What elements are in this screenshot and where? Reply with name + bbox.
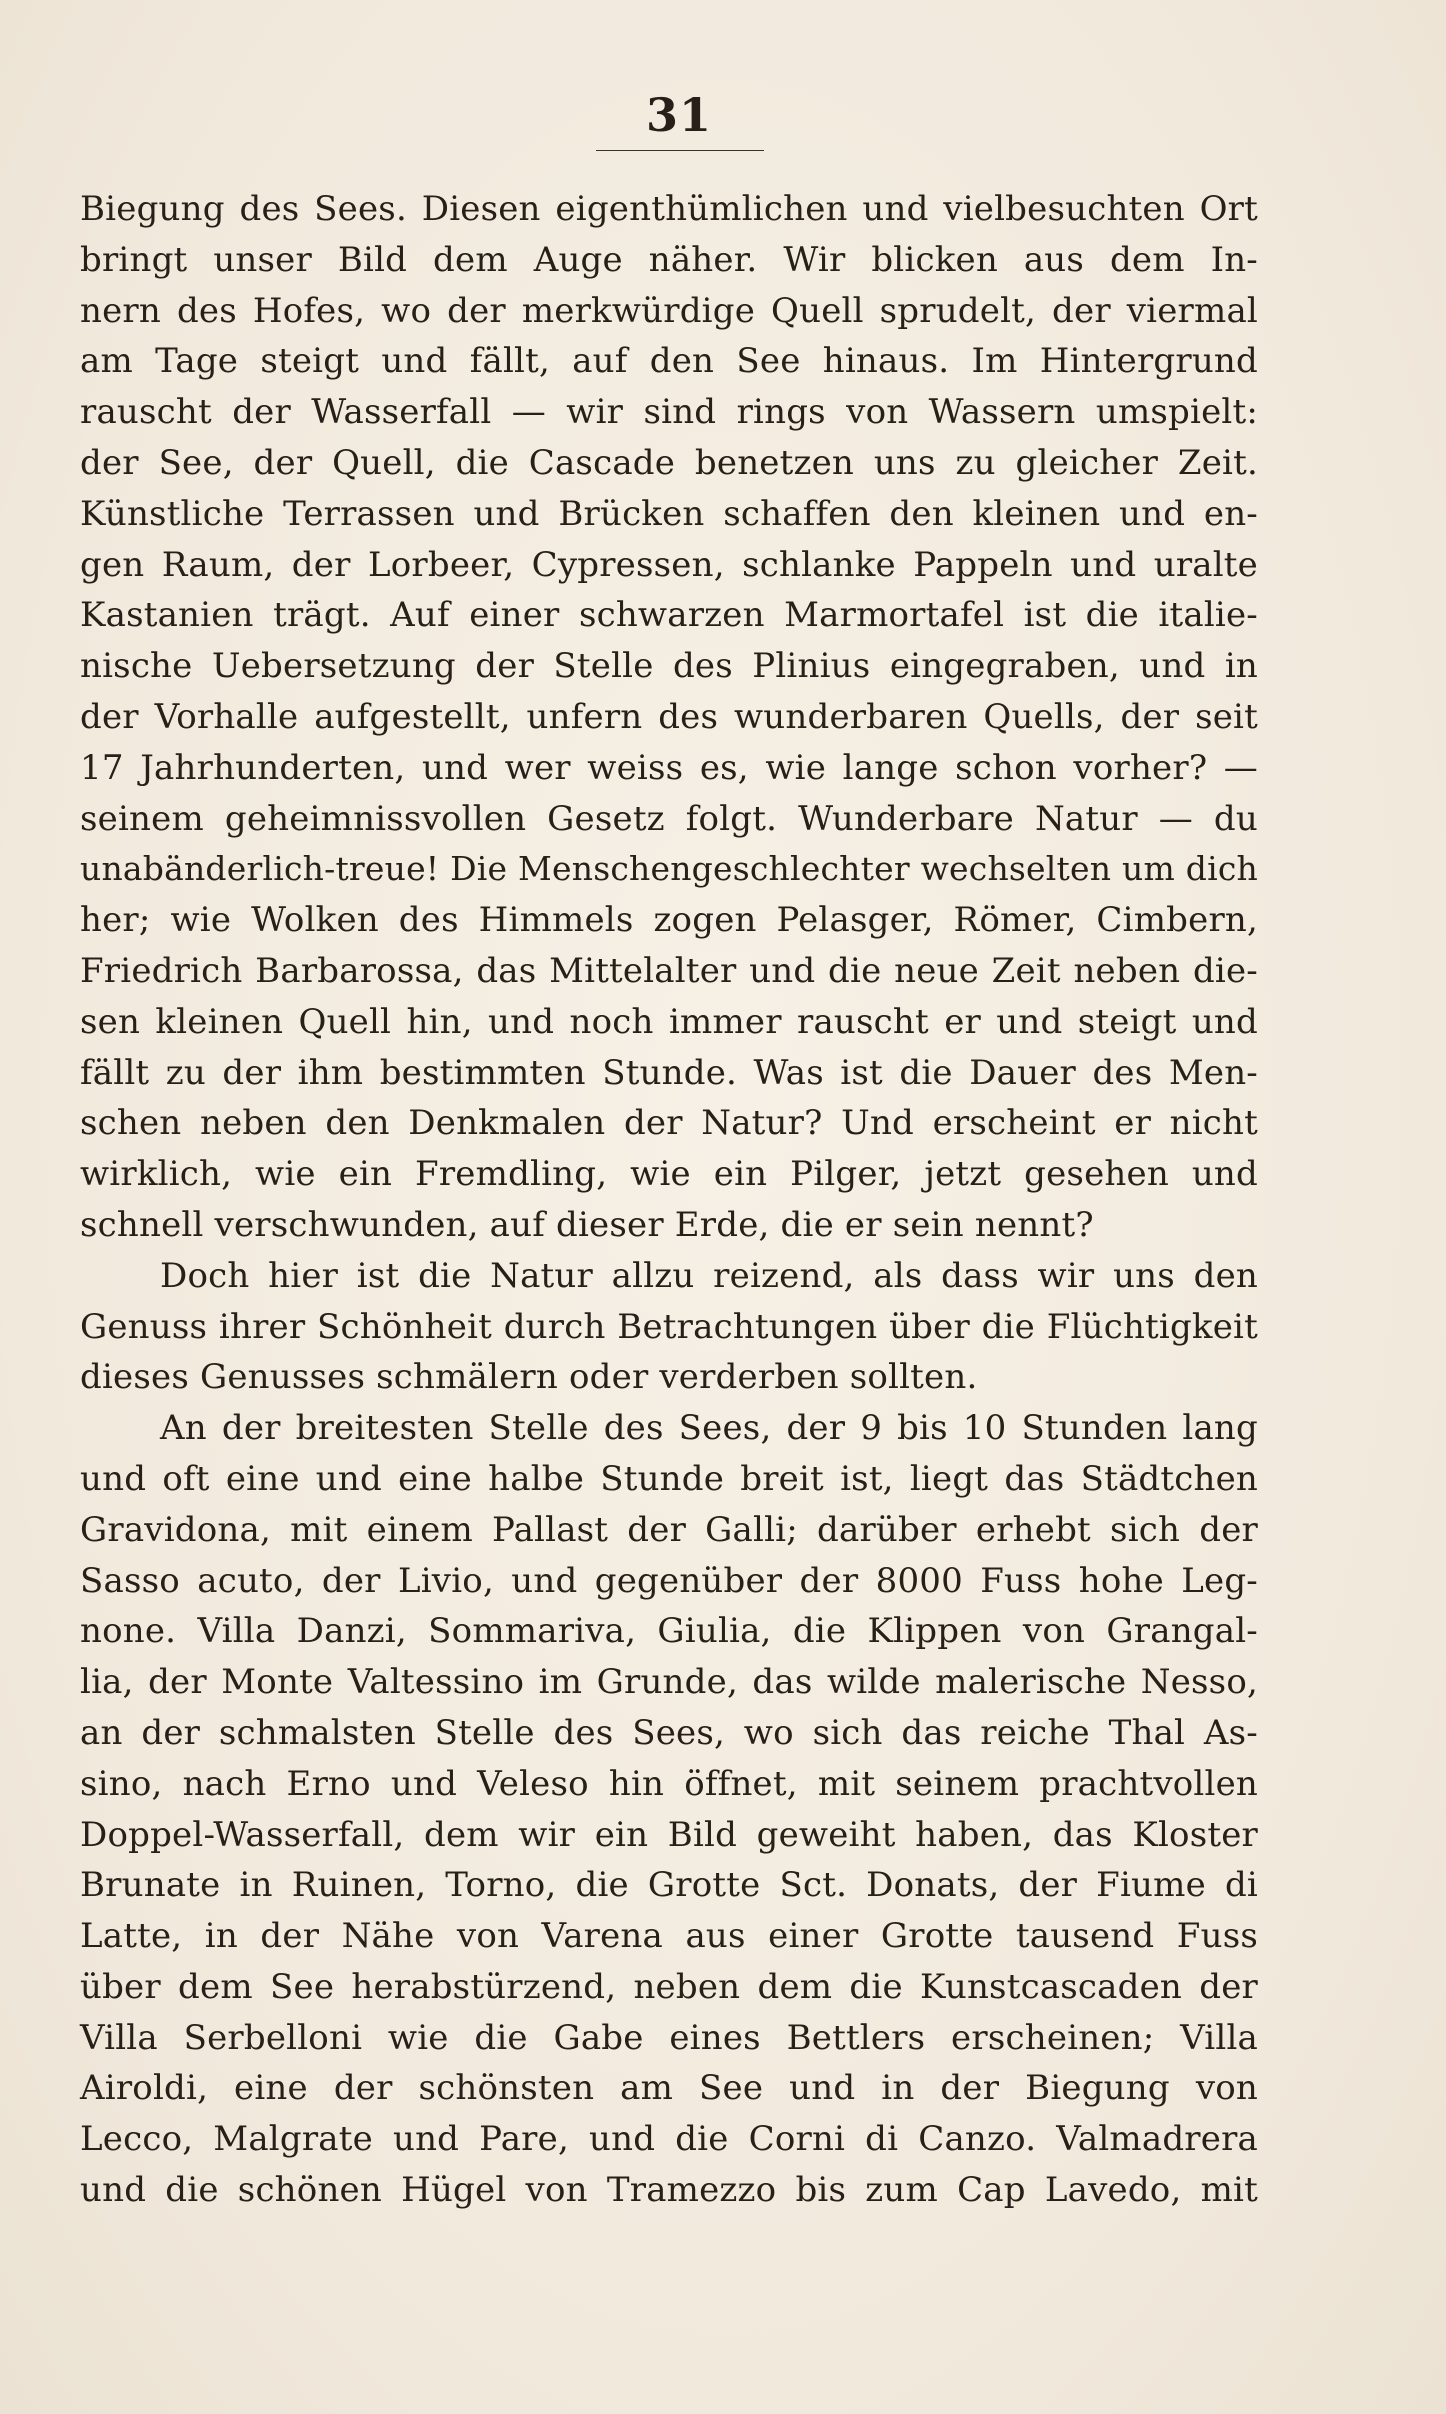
text-line: nische Uebersetzung der Stelle des Plinius eingegraben, und in: [80, 646, 1258, 687]
header-rule: [596, 150, 764, 151]
text-line: 17 Jahrhunderten, und wer weiss es, wie lange schon vorher? —: [80, 747, 1258, 788]
text-line: über dem See herabstürzend, neben dem die Kunstcascaden der: [80, 1966, 1258, 2007]
text-line: Lecco, Malgrate und Pare, und die Corni di Canzo. Valmadrera: [80, 2119, 1258, 2160]
text-line: an der schmalsten Stelle des Sees, wo sich das reiche Thal As-: [80, 1712, 1258, 1753]
text-line: rauscht der Wasserfall — wir sind rings von Wassern umspielt:: [80, 392, 1258, 433]
text-line: Sasso acuto, der Livio, und gegenüber der 8000 Fuss hohe Leg-: [80, 1560, 1258, 1601]
text-line: Genuss ihrer Schönheit durch Betrachtungen über die Flüchtigkeit: [80, 1306, 1258, 1347]
text-line: Doch hier ist die Natur allzu reizend, als dass wir uns den: [160, 1255, 1258, 1296]
text-line: nern des Hofes, wo der merkwürdige Quell sprudelt, der viermal: [80, 290, 1258, 331]
text-line: Airoldi, eine der schönsten am See und in der Biegung von: [80, 2068, 1258, 2109]
text-line: der See, der Quell, die Cascade benetzen uns zu gleicher Zeit.: [80, 442, 1258, 483]
text-line: dieses Genusses schmälern oder verderben sollten.: [80, 1357, 978, 1398]
text-line: fällt zu der ihm bestimmten Stunde. Was ist die Dauer des Men-: [80, 1052, 1258, 1093]
text-line: her; wie Wolken des Himmels zogen Pelasger, Römer, Cimbern,: [80, 900, 1258, 941]
text-line: Künstliche Terrassen und Brücken schaffen den kleinen und en-: [80, 493, 1258, 534]
text-line: Villa Serbelloni wie die Gabe eines Bettlers erscheinen; Villa: [80, 2017, 1258, 2058]
text-line: sen kleinen Quell hin, und noch immer rauscht er und steigt und: [80, 1001, 1258, 1042]
text-line: wirklich, wie ein Fremdling, wie ein Pilger, jetzt gesehen und: [80, 1154, 1258, 1195]
page-number: 31: [646, 88, 713, 142]
text-line: Latte, in der Nähe von Varena aus einer Grotte tausend Fuss: [80, 1916, 1258, 1957]
text-line: schnell verschwunden, auf dieser Erde, die er sein nennt?: [80, 1204, 1094, 1245]
text-line: An der breitesten Stelle des Sees, der 9 bis 10 Stunden lang: [160, 1408, 1258, 1449]
text-line: Doppel-Wasserfall, dem wir ein Bild geweiht haben, das Kloster: [80, 1814, 1258, 1855]
text-line: sino, nach Erno und Veleso hin öffnet, mit seinem prachtvollen: [80, 1763, 1258, 1804]
text-line: Friedrich Barbarossa, das Mittelalter und die neue Zeit neben die-: [80, 950, 1258, 991]
text-line: Brunate in Ruinen, Torno, die Grotte Sct. Donats, der Fiume di: [80, 1865, 1258, 1906]
text-line: Kastanien trägt. Auf einer schwarzen Marmortafel ist die italie-: [80, 595, 1258, 636]
text-line: am Tage steigt und fällt, auf den See hinaus. Im Hintergrund: [80, 341, 1258, 382]
text-line: Biegung des Sees. Diesen eigenthümlichen und vielbesuchten Ort: [80, 189, 1258, 229]
text-line: der Vorhalle aufgestellt, unfern des wunderbaren Quells, der seit: [80, 696, 1258, 737]
text-line: schen neben den Denkmalen der Natur? Und erscheint er nicht: [80, 1103, 1258, 1144]
body-text: [80, 184, 1258, 2216]
text-line: none. Villa Danzi, Sommariva, Giulia, die Klippen von Grangal-: [80, 1611, 1258, 1652]
text-line: und die schönen Hügel von Tramezzo bis zum Cap Lavedo, mit: [80, 2170, 1258, 2211]
text-line: unabänderlich-treue! Die Menschengeschlechter wechselten um dich: [80, 849, 1258, 889]
text-line: bringt unser Bild dem Auge näher. Wir blicken aus dem In-: [80, 239, 1258, 280]
text-line: lia, der Monte Valtessino im Grunde, das wilde malerische Nesso,: [80, 1662, 1258, 1703]
text-line: seinem geheimnissvollen Gesetz folgt. Wunderbare Natur — du: [80, 798, 1258, 839]
text-line: Gravidona, mit einem Pallast der Galli; darüber erhebt sich der: [80, 1509, 1258, 1550]
text-line: gen Raum, der Lorbeer, Cypressen, schlanke Pappeln und uralte: [80, 544, 1258, 585]
text-line: und oft eine und eine halbe Stunde breit ist, liegt das Städtchen: [80, 1458, 1258, 1499]
